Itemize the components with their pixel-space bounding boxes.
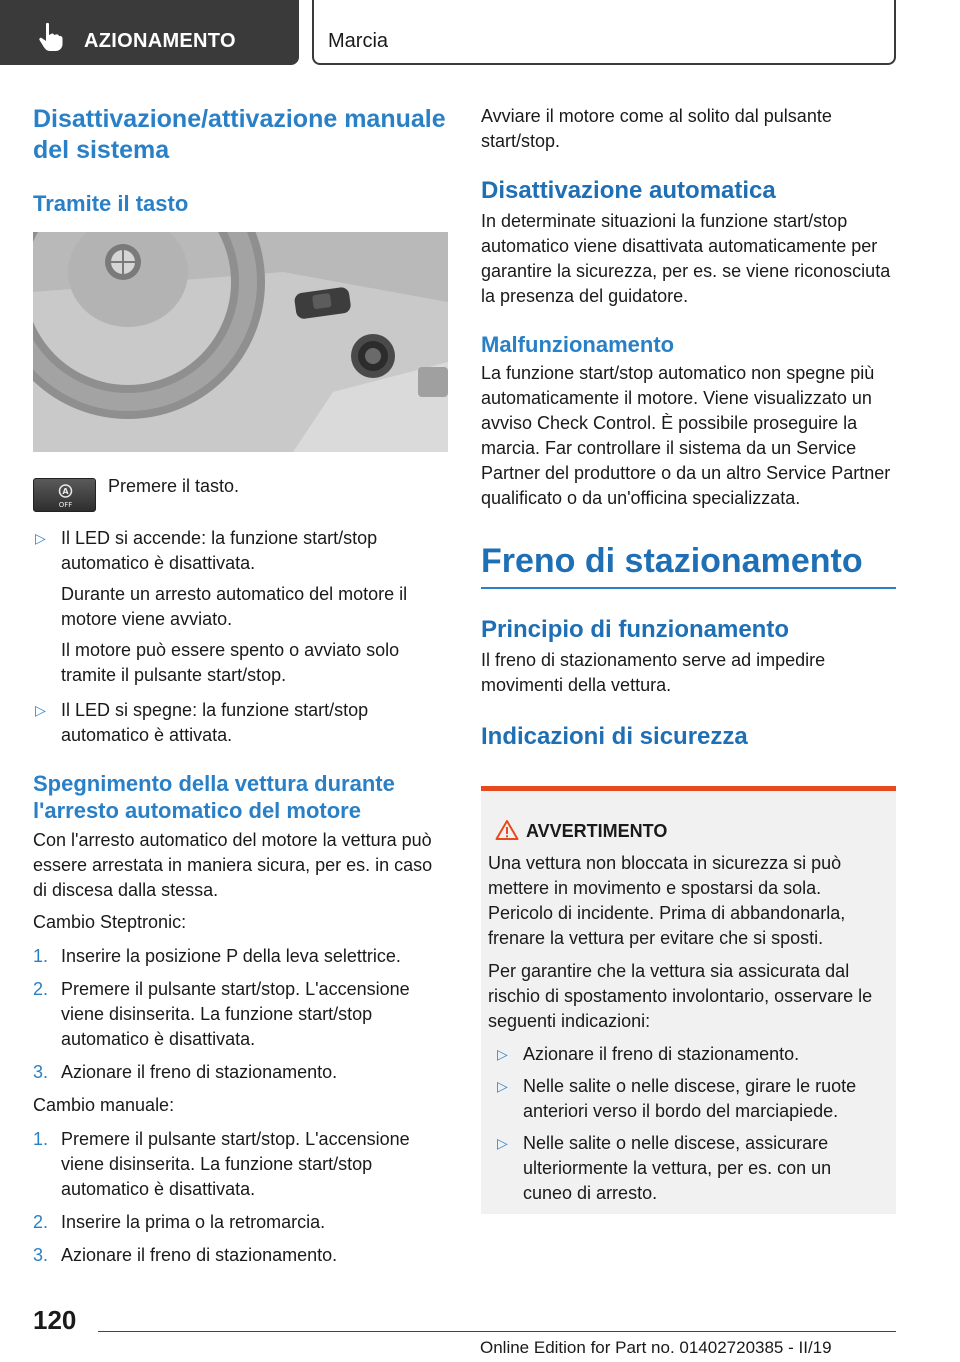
edition-text: Online Edition for Part no. 01402720385 - II/19 [480,1338,832,1357]
auto-off-title: Disattivazione automatica [481,177,776,204]
warning-list [488,1042,884,1206]
warning-box [481,786,896,1214]
manual-label: Cambio manuale: [33,1095,175,1115]
list-item: 3. Azionare il freno di stazionamento. [33,1062,338,1082]
malfunction-title: Malfunzionamento [481,332,675,357]
manual-steps [33,1127,448,1268]
list-item: 1. Inserire la posizione P della leva selettrice. [33,946,401,966]
svg-text:A: A [62,487,69,496]
auto-off-icon [34,479,97,513]
warning-triangle-icon [495,819,519,841]
steptronic-label: Cambio Steptronic: [33,912,187,932]
triangle-bullet-icon: ▷ [497,1078,508,1094]
start-engine-text: Avviare il motore come al solito dal pulsante start/stop. [481,106,832,151]
auto-start-stop-button-icon [33,478,96,512]
principle-text: Il freno di stazionamento serve ad impedire movimenti della vettura. [481,650,826,695]
chapter-label: Marcia [328,30,389,52]
triangle-bullet-icon: ▷ [35,702,46,718]
hand-pointer-icon [38,22,64,52]
steptronic-steps [33,944,448,1085]
press-button-row [33,478,448,512]
list-item: 2. Premere il pulsante start/stop. L'accensione viene disinserita. La funzione start/stop automatico è disattivata. [33,979,410,1049]
steering-wheel-illustration [33,232,448,452]
warning-text-2: Per garantire che la vettura sia assicurata dal rischio di spostamento involontario, osservare le seguenti indicazioni: [488,961,873,1031]
button-off-label: OFF [58,501,73,509]
parking-brake-title: Freno di stazionamento [481,542,863,580]
footer-divider [98,1331,896,1332]
malfunction-text: La funzione start/stop automatico non spegne più automaticamente il motore. Viene visualizzato un avviso Check Control. È possibile proseguire la marcia. Far controllare il sistema da un Service Partner del produttore o da un altro Service Partner qualificato o da un'officina specializzata. [481,363,891,508]
title-underline [481,587,896,589]
bullet-led-off: ▷ Il LED si spegne: la funzione start/stop automatico è attivata. [35,700,369,745]
subhead-button: Tramite il tasto [33,191,189,216]
list-item: ▷ Nelle salite o nelle discese, girare le ruote anteriori verso il bordo del marciapiede. [497,1076,857,1121]
bullet-led-on: ▷ Il LED si accende: la funzione start/stop automatico è disattivata. Durante un arresto automatico del motore il motore viene avviato. Il motore può essere spento o avviato solo tramite il pulsante start/stop. [35,528,408,685]
list-item: 3. Azionare il freno di stazionamento. [33,1245,338,1265]
press-button-text: Premere il tasto. [108,476,240,496]
principle-title: Principio di funzionamento [481,616,789,643]
list-item: ▷ Nelle salite o nelle discese, assicurare ulteriormente la vettura, per es. con un cuneo di arresto. [497,1133,832,1203]
steering-wheel-photo [33,232,448,452]
safety-title: Indicazioni di sicurezza [481,723,748,750]
page-number: 120 [33,1305,77,1335]
triangle-bullet-icon: ▷ [35,530,46,546]
section-title-manual: Disattivazione/attivazione manuale del sistema [33,105,446,164]
list-item: 1. Premere il pulsante start/stop. L'accensione viene disinserita. La funzione start/stop automatico è disattivata. [33,1129,410,1199]
right-column [481,100,896,752]
section-tab [0,0,299,65]
list-item: ▷ Azionare il freno di stazionamento. [495,1042,884,1067]
left-column [33,100,448,1268]
warning-label: AVVERTIMENTO [526,821,668,841]
shutdown-text: Con l'arresto automatico del motore la vettura può essere arrestata in maniera sicura, per es. in caso di discesa dalla stessa. [33,830,433,900]
triangle-bullet-icon: ▷ [497,1046,508,1062]
section-label: AZIONAMENTO [84,30,236,52]
auto-off-text: In determinate situazioni la funzione start/stop automatico viene disattivata automaticamente per garantire la sicurezza, per es. se viene riconosciuta la presenza del guidatore. [481,211,891,306]
warning-text-1: Una vettura non bloccata in sicurezza si può mettere in movimento e spostarsi da sola. Pericolo di incidente. Prima di abbandonarla, frenare la vettura per evitare che si sposti. [488,853,846,948]
triangle-bullet-icon: ▷ [497,1135,508,1151]
chapter-tab [312,0,896,65]
list-item: 2. Inserire la prima o la retromarcia. [33,1212,326,1232]
subhead-shutdown: Spegnimento della vettura durante l'arresto automatico del motore [33,771,395,823]
